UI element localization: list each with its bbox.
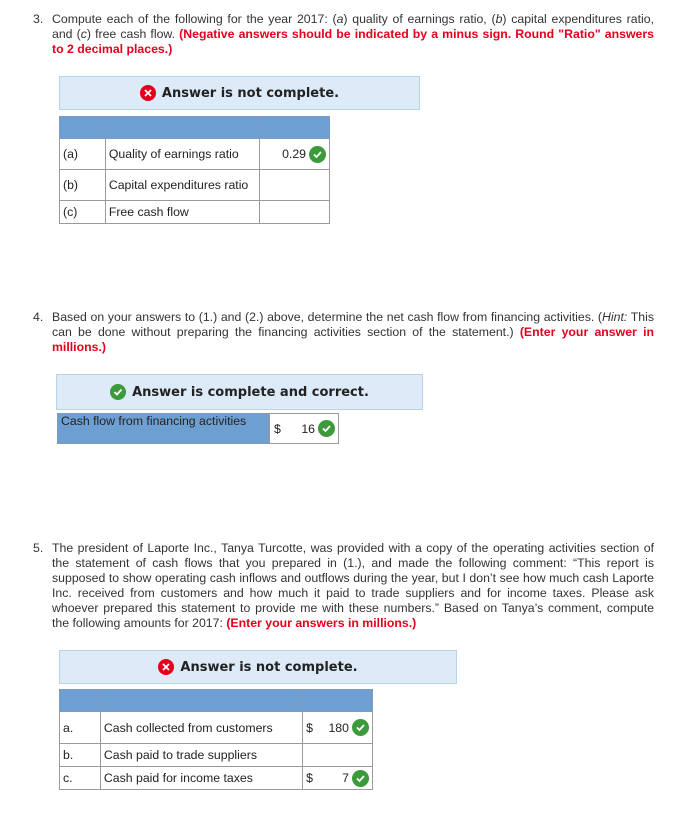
check-icon bbox=[352, 770, 369, 787]
answer-status-banner: Answer is complete and correct. bbox=[56, 374, 423, 410]
table-header-row bbox=[60, 690, 373, 712]
answer-input[interactable]: 0.29 bbox=[260, 139, 330, 170]
table-header-row bbox=[60, 117, 330, 139]
currency-symbol: $ bbox=[274, 421, 281, 436]
answer-input[interactable]: $ 16 bbox=[269, 413, 339, 444]
x-circle-icon bbox=[158, 659, 174, 675]
table-row: c. Cash paid for income taxes $ 7 bbox=[60, 767, 373, 790]
question-4: 4. Based on your answers to (1.) and (2.) above, determine the net cash flow from financing activities. (Hint: This can be done without preparing the financing activities section of the statement.) (Enter your answer in millions.) bbox=[33, 310, 654, 354]
cash-flow-financing-label: Cash flow from financing activities bbox=[57, 413, 269, 444]
question-number: 4. bbox=[33, 310, 44, 324]
x-circle-icon bbox=[140, 85, 156, 101]
check-icon bbox=[309, 146, 326, 163]
table-row: (c) Free cash flow bbox=[60, 201, 330, 224]
question-number: 3. bbox=[33, 12, 44, 26]
table-row: (b) Capital expenditures ratio bbox=[60, 170, 330, 201]
answer-status-banner: Answer is not complete. bbox=[59, 76, 420, 110]
table-row: b. Cash paid to trade suppliers bbox=[60, 744, 373, 767]
question-instruction: (Negative answers should be indicated by a minus sign. Round "Ratio" answers to 2 decimal places.) bbox=[52, 27, 655, 56]
question-5: 5. The president of Laporte Inc., Tanya Turcotte, was provided with a copy of the operating activities section of the statement of cash flows that you prepared in (1.), and made the following comment: “This report is supposed to show operating cash inflows and outflows during the year, but I don’t see how much cash Laporte Inc. received from customers and how much it paid to trade suppliers and for income taxes. Please ask whoever prepared this statement to provide me with these numbers.” Based on Tanya’s comment, compute the following amounts for 2017: (Enter your answers in millions.) bbox=[33, 541, 654, 630]
question-3: 3. Compute each of the following for the year 2017: (a) quality of earnings ratio, (b) capital expenditures ratio, and (c) free cash flow. (Negative answers should be indicated by a minus sign. Round "Ratio" answers to 2 decimal places.) bbox=[33, 12, 655, 56]
q5-answer-table bbox=[59, 689, 373, 790]
check-circle-icon bbox=[110, 384, 126, 400]
question-instruction: (Enter your answers in millions.) bbox=[226, 616, 417, 630]
answer-input[interactable] bbox=[303, 744, 373, 767]
question-instruction: (Enter your answer in millions.) bbox=[52, 325, 654, 354]
q3-answer-table bbox=[59, 116, 330, 224]
answer-status-banner: Answer is not complete. bbox=[59, 650, 457, 684]
answer-input[interactable] bbox=[260, 201, 330, 224]
table-row: (a) Quality of earnings ratio 0.29 bbox=[60, 139, 330, 170]
check-icon bbox=[318, 420, 335, 437]
answer-input[interactable] bbox=[260, 170, 330, 201]
answer-input[interactable]: $ 7 bbox=[303, 767, 373, 790]
check-icon bbox=[352, 719, 369, 736]
table-row: a. Cash collected from customers $ 180 bbox=[60, 712, 373, 744]
answer-input[interactable]: $ 180 bbox=[303, 712, 373, 744]
question-number: 5. bbox=[33, 541, 44, 555]
